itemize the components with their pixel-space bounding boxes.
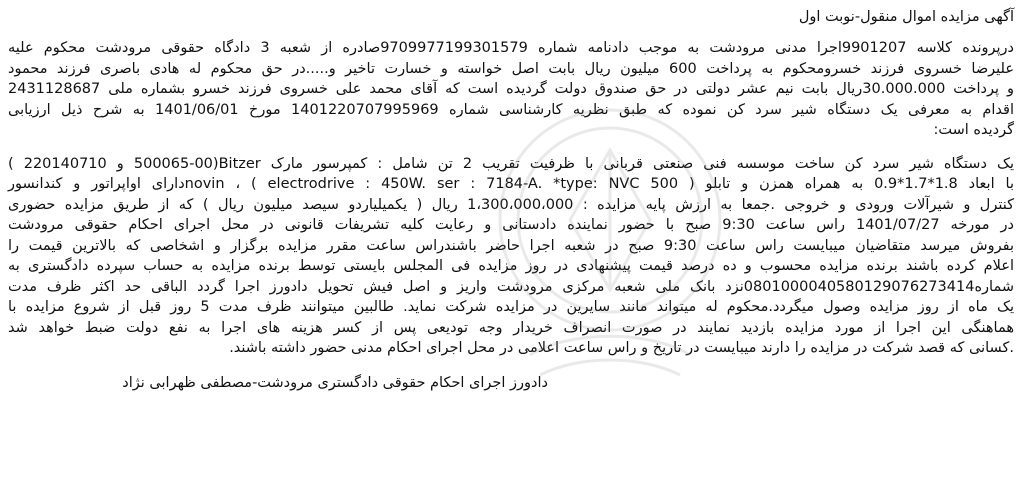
text-line: یک ماه از روز مزایده وصول میگردد.محکوم له میتواند مانند سایرین در مزایده شرکت نماید. طالبین میتوانند ظرف مدت 5 روز قبل از شروع مزایده با [8,299,1014,315]
text-line: بفروش میرسد متقاضیان میبایست راس ساعت 9:30 صبح در شعبه اجرا حاضر باشندراس ساعت مقرر مزایده برگزار و اشخاصی که بالاترین قیمت را [8,237,1014,254]
text-line: علیرضا خسروی فرزند خسرومحکوم به پرداخت 600 میلیون ریال بابت اصل خواسته و خسارت تاخیر و.....در حق محکوم له هادی باصری فرزند محمود [8,60,1014,77]
text-line: شماره0801000040580129076273414نزد بانک ملی شعبه مرکزی مرودشت واریز و اصل فیش تحویل دادورز اجرا گردد الباقی حد اکثر ظرف مدت [8,278,1014,295]
text-line: گردیده است: [933,122,1014,138]
text-line: هماهنگی این اجرا از مورد مزایده بازدید نمایند در صورت انصراف خریدار وجه تودیعی پس از کسر هزینه های اجرا به نفع دولت ضبط خواهد شد [8,319,1014,336]
auction-details-paragraph [8,154,1014,359]
text-line: اعلام کرده باشند برنده مزایده محسوب و ده درصد قیمت پیشنهادی در روز مزایده فی المجلس بایستی توسط برنده مزایده به حساب سپرده دادگستری به [8,258,1014,274]
text-line: با ابعاد 1.8*1.7*0.9 به همراه همزن و تابلو ( electrodrive : 450W. ser : 7184-A. *type: NVC 500 ) ، novinدارای اواپراتور و کندانسور [8,176,1014,192]
notice-title: آگهی مزایده اموال منقول-نوبت اول [798,9,1014,25]
case-paragraph [8,38,1014,141]
text-line: درپرونده کلاسه 9901207اجرا مدنی مرودشت به موجب دادنامه شماره 9709977199301579صادره از شعبه 3 دادگاه حقوقی مرودشت محکوم علیه [8,40,1014,56]
text-line: و پرداخت 30.000.000ریال بابت نیم عشر دولتی در حق صندوق دولت گردیده است که آقای محمد علی خسروی فرزند خسرو بشماره ملی 2431128687 [8,81,1014,97]
signature-line: دادورز اجرای احکام حقوقی دادگستری مرودشت-مصطفی ظهرابی نژاد [122,374,548,391]
text-line: یک دستگاه شیر سرد کن ساخت موسسه فنی صنعتی قربانی با ظرفیت تقریب 2 تن شامل : کمپرسور مارک Bitzer(500065-00 و 220140710 ) [8,155,1014,172]
paragraph-spacer [8,141,1014,154]
text-line: کنترل و شیرآلات ورودی و خروجی .جمعا به ارزش پایه مزایده : 1،300،000،000 ریال ( یکمیلیاردو سیصد میلیون ریال ) که از طریق مزایده حضوری [8,196,1014,213]
text-line: .کسانی که قصد شرکت در مزایده را دارند میبایست در تاریخ و راس ساعت اعلامی در محل اجرای احکام مدنی حضور داشته باشند. [229,340,1014,356]
text-line: اقدام به معرفی یک دستگاه شیر سرد کن نموده که طبق نظریه کارشناسی شماره 1401220707995969 مورخ 1401/06/01 به شرح ذیل ارزیابی [8,101,1015,118]
text-line: در مورخه 1401/07/27 راس ساعت 9:30 صبح با حضور نماینده دادستانی و رعایت کلیه تشریفات قانونی در محل اجرای احکام حقوقی مرودشت [8,217,1014,233]
